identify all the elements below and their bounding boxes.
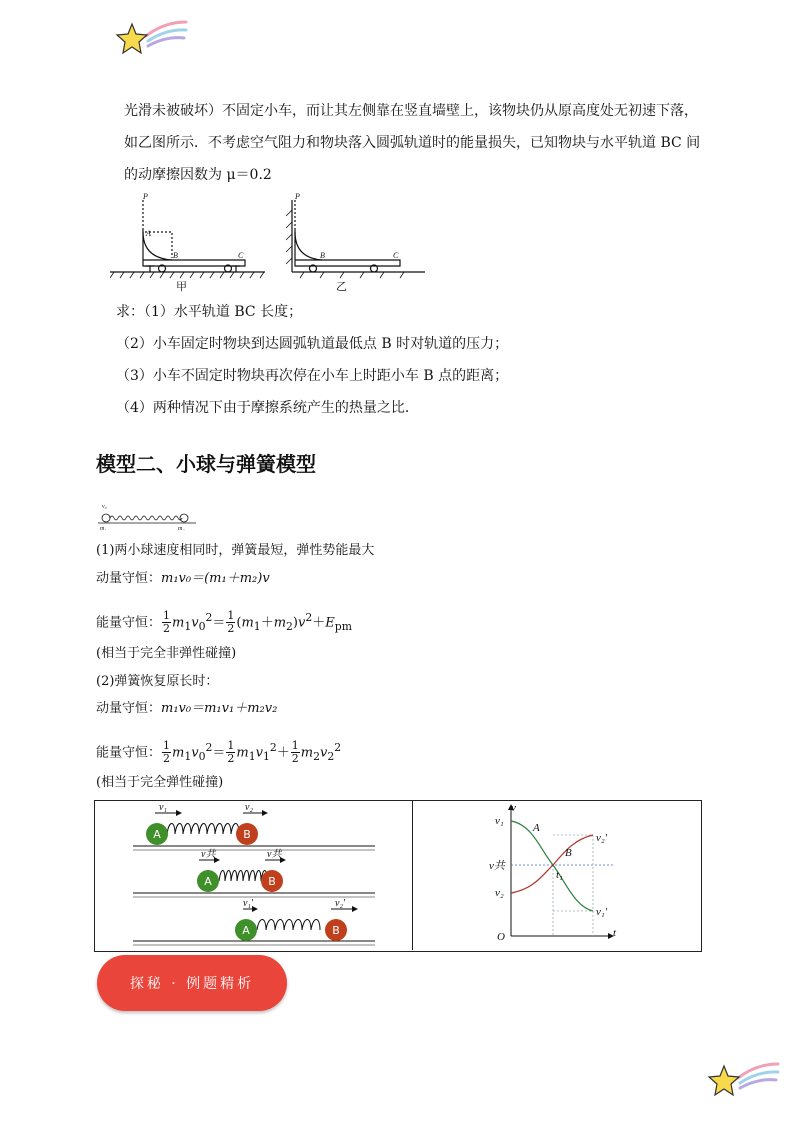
ball-label-b: B — [268, 875, 276, 888]
velocity-label: v₁′ — [243, 898, 254, 909]
paragraph-line: 的动摩擦因数为 μ＝0.2 — [124, 167, 272, 183]
section-title: 模型二、小球与弹簧模型 — [96, 452, 316, 476]
ball-label-a: A — [153, 828, 161, 841]
label-m2: m₂ — [178, 526, 185, 530]
x-axis-label: t — [613, 927, 617, 939]
question-3: （3）小车不固定时物块再次停在小车上时距小车 B 点的距离； — [116, 368, 509, 384]
half-fraction: $\frac{1}{2}$ — [163, 739, 171, 766]
shooting-star-icon — [112, 16, 192, 60]
ball-label-b: B — [332, 924, 340, 937]
case1-momentum-row — [96, 569, 270, 589]
curve-b-label: B — [565, 847, 572, 859]
cart-diagram — [110, 190, 430, 294]
shooting-star-icon — [706, 1058, 782, 1100]
velocity-label: v₂ — [245, 802, 253, 813]
half-fraction: $\frac{1}{2}$ — [227, 739, 235, 766]
caption-yi: 乙 — [336, 280, 347, 293]
half-fraction: $\frac{1}{2}$ — [163, 609, 171, 636]
velocity-label: v₁ — [159, 802, 167, 813]
question-1: 求：（1）水平轨道 BC 长度； — [116, 304, 303, 320]
caption-jia: 甲 — [176, 280, 187, 293]
ball-label-a: A — [204, 875, 212, 888]
label-b: B — [320, 251, 325, 260]
v1-prime-label: v₁′ — [596, 906, 608, 918]
paragraph-line: 如乙图所示．不考虑空气阻力和物块落入圆弧轨道时的能量损失，已知物块与水平轨道 BC 间 — [124, 135, 701, 151]
label-b: B — [173, 251, 178, 260]
case1-momentum: m₁v₀＝(m₁＋m₂)v — [161, 571, 270, 586]
case1-energy-row: 能量守恒： $\frac{1}{2}$ $m_1v_0^2=$ $\frac{1}{2}$ $(m_1+m_2)v^2+E_{pm}$ — [96, 609, 352, 636]
spring-diagram-small — [96, 500, 206, 530]
question-4: （4）两种情况下由于摩擦系统产生的热量之比． — [116, 400, 419, 416]
case2-title: (2)弹簧恢复原长时： — [96, 674, 219, 689]
ball-label-b: B — [243, 828, 251, 841]
label-v0: v₀ — [102, 504, 107, 510]
spring-stages-diagram — [95, 801, 411, 949]
question-2: （2）小车固定时物块到达圆弧轨道最低点 B 时对轨道的压力； — [116, 336, 509, 352]
momentum-label: 动量守恒： — [96, 701, 162, 716]
label-p: P — [143, 192, 148, 201]
label-m1: m₁ — [100, 526, 107, 530]
v1-label: v₁ — [495, 815, 504, 827]
label-c: C — [393, 251, 399, 260]
energy-label: 能量守恒： — [96, 745, 162, 761]
velocity-label: v共 — [267, 849, 282, 860]
case1-note: (相当于完全非弹性碰撞) — [96, 646, 237, 661]
velocity-label: v共 — [201, 849, 216, 860]
case2-momentum: m₁v₀＝m₁v₁＋m₂v₂ — [161, 701, 278, 716]
v2-label: v₂ — [495, 887, 504, 899]
pill-label: 探秘 · 例题精析 — [129, 976, 255, 992]
v2-prime-label: v₂′ — [596, 832, 608, 844]
momentum-label: 动量守恒： — [96, 571, 162, 586]
ball-label-a: A — [242, 924, 250, 937]
t1-label: t₁ — [556, 869, 563, 881]
half-fraction: $\frac{1}{2}$ — [227, 609, 235, 636]
energy-label: 能量守恒： — [96, 615, 162, 631]
case2-note: (相当于完全弹性碰撞) — [96, 775, 224, 790]
case2-energy-row: 能量守恒： $\frac{1}{2}$ $m_1v_0^2=$ $\frac{1}{2}$ $m_1v_1^2+$ $\frac{1}{2}$ $m_2v_2^2$ — [96, 739, 342, 766]
velocity-label: v₂′ — [335, 898, 346, 909]
v-common-label: v共 — [489, 860, 505, 872]
case2-momentum-row — [96, 699, 277, 719]
label-c: C — [238, 251, 244, 260]
half-fraction: $\frac{1}{2}$ — [291, 739, 299, 766]
example-section-pill — [97, 955, 287, 1011]
y-axis-label: v — [511, 802, 516, 814]
case1-title: (1)两小球速度相同时，弹簧最短，弹性势能最大 — [96, 543, 375, 558]
label-a: A — [146, 229, 151, 238]
curve-a-label: A — [533, 822, 540, 834]
velocity-time-graph — [413, 801, 699, 949]
label-p: P — [295, 192, 300, 201]
origin-label: O — [497, 931, 505, 943]
paragraph-line: 光滑未被破坏）不固定小车，而让其左侧靠在竖直墙壁上，该物块仍从原高度处无初速下落， — [124, 103, 698, 119]
